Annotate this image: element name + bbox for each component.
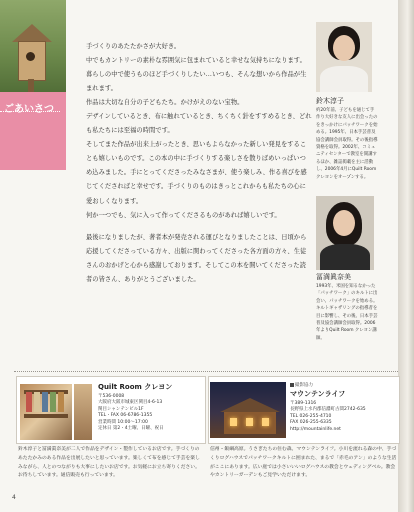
lodge-window xyxy=(246,418,253,426)
fabric-bolt xyxy=(34,392,40,412)
birdhouse-photo xyxy=(0,0,66,98)
shop-interior-photo xyxy=(20,384,72,440)
shop-info-line: 大阪府大阪市城東区関目4-6-13 xyxy=(98,400,163,406)
lodge-window xyxy=(262,418,269,426)
author-name: 冨満眞奈美 xyxy=(316,273,351,281)
coop-caption: 信州・飯綱高原。うさぎたちの住む森。マウンテンライフ。小川を流れる森の中、手づくりログハウスでパッチワークキルトに囲まれた、まるで「赤毛のアン」のような生活がここにあります。広い庭では小さいいいログハウスの教会とウェディングベル。教会やカントリーガーデンもご見学いただけます。 xyxy=(210,447,397,479)
author-face xyxy=(333,35,355,61)
shop-info-line: 関目シャンテンビル1F xyxy=(98,406,144,412)
fabric-bolt xyxy=(50,392,56,412)
author-photo xyxy=(316,196,374,270)
shop-info-line: 定休日 第2・4土曜、日曜、祝日 xyxy=(98,426,164,432)
coop-title: マウンテンライフ xyxy=(290,390,346,398)
paragraph: 何か一つでも、気に入って作ってくださるものがあれば嬉しいです。 xyxy=(86,211,281,219)
lodge-roof xyxy=(220,398,280,412)
shop-info-line: TEL・FAX 06-6786-1355 xyxy=(98,413,153,419)
paragraph: デザインしているとき、布に触れているとき、ちくちく針をすすめるとき、どれも私たちには至福の時間です。 xyxy=(86,113,312,135)
square-bullet-icon xyxy=(290,383,294,387)
page-number: 4 xyxy=(12,494,16,501)
author-shirt xyxy=(320,66,368,92)
paragraph-gap xyxy=(86,223,312,231)
paragraph: 中でもカントリーの素朴な雰囲気に包まれていると幸せな気持ちになります。 xyxy=(86,57,306,65)
section-divider xyxy=(14,371,398,372)
coop-info-line[interactable]: http://mountainlife.net xyxy=(290,426,341,432)
shop-title: Quilt Room クレヨン xyxy=(98,383,173,391)
author-face xyxy=(333,210,355,236)
fabric-bolt xyxy=(42,392,48,412)
coop-info-line: TEL 026-255-4710 xyxy=(290,413,332,419)
shop-caption: 鈴木淳子と冨満眞奈美が二人で作品をデザイン・製作しているお店です。手づくりのあたたかみのある作品を出展したいと思っています。楽しくて布を感じて手芸を楽しみながら、人とのつながりも大事にしたいお店です。お気軽にお立ち寄りください。お待ちしています。通信販売も行っています。 xyxy=(18,447,200,479)
greeting-heading: ごあいさつ xyxy=(4,104,54,115)
shop-entrance-photo xyxy=(74,384,92,440)
paragraph: 暮らしの中で使うものほど手づくりしたい…いつも、そんな想いから作品が生まれます。 xyxy=(86,71,307,93)
fabric-bolt xyxy=(58,392,64,412)
coop-label xyxy=(290,382,313,388)
coop-info-line: 長野県上水内郡信濃町古間2742-635 xyxy=(290,407,366,413)
birdhouse-hole xyxy=(26,52,35,61)
author-photo xyxy=(316,22,372,92)
greeting-body xyxy=(86,40,312,287)
author-bio: 1993年、米国を知るなかった「パッチワーク」のキルトに出会い、パッチワークを始める。キルトギャザリングの指導者を目に影響し、その後、日本手芸普及協会講師会員取得。2006年よりQuilt Room クレヨン講師。 xyxy=(316,284,378,341)
shop-info-line: 〒536-0008 xyxy=(98,394,125,399)
lodge-window xyxy=(230,418,237,426)
author-shirt xyxy=(320,244,370,270)
shop-info xyxy=(98,394,202,432)
shop-info-line: 営業時間 10:00～17:00 xyxy=(98,419,148,425)
lodge-night-photo xyxy=(210,382,286,438)
fabric-bolt xyxy=(26,392,32,412)
birdhouse-body xyxy=(18,41,46,81)
paragraph: 手づくりのあたたかさが大好き。 xyxy=(86,43,181,50)
author-bio: 約20年前、子どもを通じて手作り大好きな友人に出会ったのをきっかけにパッチワークを始める。1995年、日本手芸普及協会講師会員取得。その後指導資格を取得。2002年、コミュニティセンターで教室を開講するほか、雑誌掲載を主に活動し、2006年4月にQuilt Room クレヨンをオープンする。 xyxy=(316,108,378,180)
paragraph: 作品は大切な自分の子どもたち。かけがえのない宝物。 xyxy=(86,99,244,107)
book-spine xyxy=(398,0,414,512)
birdhouse-roof xyxy=(12,24,52,42)
greeting-underline xyxy=(0,111,60,112)
coop-info-line: 〒389-1316 xyxy=(290,401,317,406)
coop-info xyxy=(290,401,396,433)
author-name: 鈴木淳子 xyxy=(316,97,344,105)
shelf xyxy=(24,414,68,418)
paragraph: 最後になりましたが、著者本が発売される運びとなりましたことは、日頃から応援してくださっている方々、出版に関わってくださった各方面の方々、生徒さんのおかげと心から感謝しております。そしてこの本を開いてくださった読者の皆さん、ありがとうございました。 xyxy=(86,233,307,283)
paragraph: そしてまた作品が出来上がったとき、思いもよらなかった新しい発見をすることも嬉しいものです。この本の中に手づくりする楽しさを散りばめいっぱいつめ込みました。手にとってくださったみなさまが、使う楽しみ、作る喜びを感じてくださればと幸せです。手づくりのものはきっとこれからも私たちの心に愛おしくなります。 xyxy=(86,141,307,205)
coop-info-line: FAX 026-255-6335 xyxy=(290,420,332,426)
coop-label-text: 撮影協力 xyxy=(295,383,313,388)
